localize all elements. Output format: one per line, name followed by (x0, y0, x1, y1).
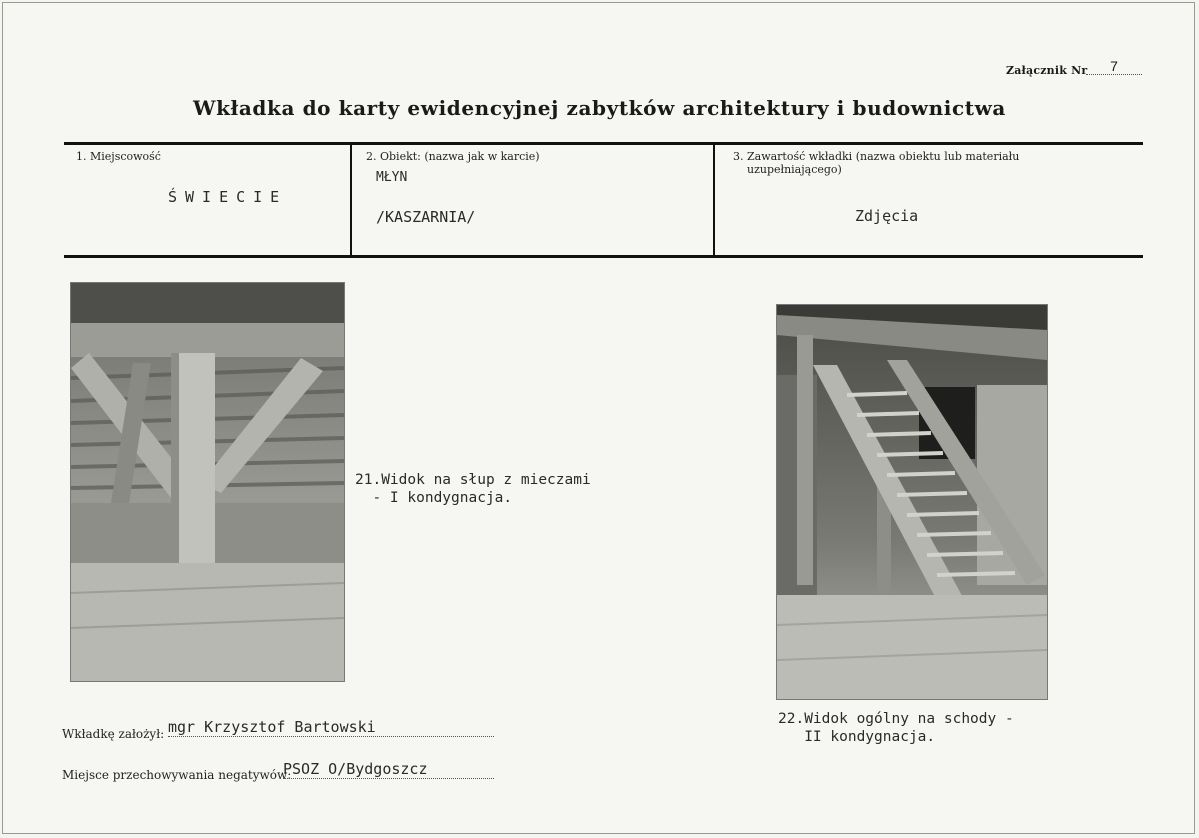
annex-label: Załącznik Nr (1006, 64, 1088, 77)
place-label: 1. Miejscowość (76, 150, 161, 163)
photo-attic-post (70, 282, 345, 682)
storage-label: Miejsce przechowywania negatywów: (62, 768, 292, 782)
header-rule-bottom (64, 255, 1143, 258)
place-value: ŚWIECIE (168, 188, 288, 206)
field-divider (350, 145, 352, 255)
contents-value: Zdjęcia (855, 207, 919, 225)
photo-caption-line1: 22.Widok ogólny na schody - (778, 711, 1014, 727)
field-divider (713, 145, 715, 255)
photo-caption-line2: II kondygnacja. (778, 729, 936, 745)
annex-number: 7 (1086, 58, 1142, 75)
author-value: mgr Krzysztof Bartowski (168, 720, 494, 737)
document-title: Wkładka do karty ewidencyjnej zabytków architektury i budownictwa (193, 96, 1006, 120)
storage-value: PSOZ O/Bydgoszcz (283, 762, 494, 779)
photo-caption-line2: - I kondygnacja. (355, 490, 513, 506)
object-value-line2: /KASZARNIA/ (376, 208, 476, 226)
photo-caption-line1: 21.Widok na słup z mieczami (355, 472, 591, 488)
photo-stairs (776, 304, 1048, 700)
object-value-line1: MŁYN (376, 170, 408, 185)
contents-label-line2: uzupełniającego) (747, 163, 842, 176)
header-rule-top (64, 142, 1143, 145)
object-label: 2. Obiekt: (nazwa jak w karcie) (366, 150, 540, 163)
author-label: Wkładkę założył: (62, 727, 165, 741)
contents-label-line1: 3. Zawartość wkładki (nazwa obiektu lub materiału (733, 150, 1020, 163)
